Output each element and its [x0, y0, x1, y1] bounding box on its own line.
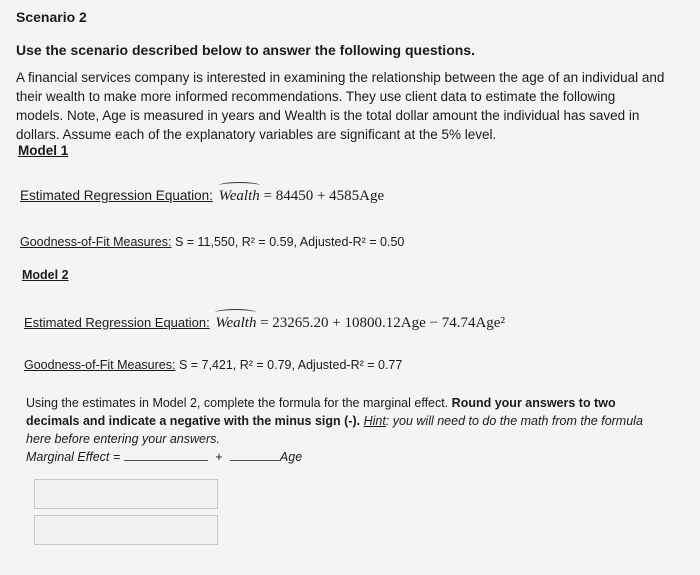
instruction-text: Use the scenario described below to answer the following questions. — [16, 42, 475, 58]
question-text-1a: Using the estimates in Model 2, complete the formula for the marginal effect. — [26, 396, 449, 410]
question-line-3: here before entering your answers. — [26, 432, 220, 446]
question-hint-label: Hint — [363, 414, 386, 428]
scenario-title: Scenario 2 — [16, 9, 87, 25]
question-line-2 — [26, 414, 643, 428]
model1-fit — [20, 235, 404, 249]
model2-eq-lhs: Wealth — [215, 315, 257, 331]
question-line-1 — [26, 396, 616, 410]
formula-var: Age — [279, 450, 303, 464]
model2-fit — [24, 358, 402, 372]
question-text-2b: : you will need to do the math from the formula — [385, 414, 643, 428]
formula-blank-1 — [124, 460, 208, 461]
question-text-1b: Round your answers to two — [448, 396, 616, 410]
model2-heading: Model 2 — [22, 268, 69, 282]
model2-fit-values: S = 7,421, R² = 0.79, Adjusted-R² = 0.77 — [178, 358, 403, 372]
model1-eq-rhs: = 84450 + 4585Age — [263, 188, 385, 204]
model2-equation — [24, 315, 505, 332]
model1-eq-lhs: Wealth — [218, 188, 260, 204]
model1-fit-values: S = 11,550, R² = 0.59, Adjusted-R² = 0.50 — [174, 235, 405, 249]
model1-fit-label: Goodness-of-Fit Measures: — [20, 235, 172, 249]
question-text-2a: decimals and indicate a negative with the minus sign (-). — [26, 414, 361, 428]
model1-equation — [20, 188, 384, 205]
scenario-description: A financial services company is interested in examining the relationship between the age of an individual and their wealth to make more informed recommendations. They use client data to estimate the following models. Note, Age is measured in years and Wealth is the total dollar amount the individual has saved in dollars. Assume each of the explanatory variables are significant at the 5% level. — [16, 70, 665, 142]
marginal-effect-formula — [26, 450, 302, 464]
formula-plus: + — [215, 450, 223, 464]
model2-eq-label: Estimated Regression Equation: — [24, 315, 210, 330]
model2-eq-rhs: = 23265.20 + 10800.12Age − 74.74Age² — [260, 315, 505, 331]
formula-label: Marginal Effect = — [26, 450, 121, 464]
model1-eq-label: Estimated Regression Equation: — [20, 188, 213, 203]
model1-heading: Model 1 — [18, 143, 69, 158]
model2-fit-label: Goodness-of-Fit Measures: — [24, 358, 176, 372]
answer-input-intercept[interactable] — [34, 479, 218, 509]
answer-input-slope[interactable] — [34, 515, 218, 545]
formula-blank-2 — [230, 460, 280, 461]
